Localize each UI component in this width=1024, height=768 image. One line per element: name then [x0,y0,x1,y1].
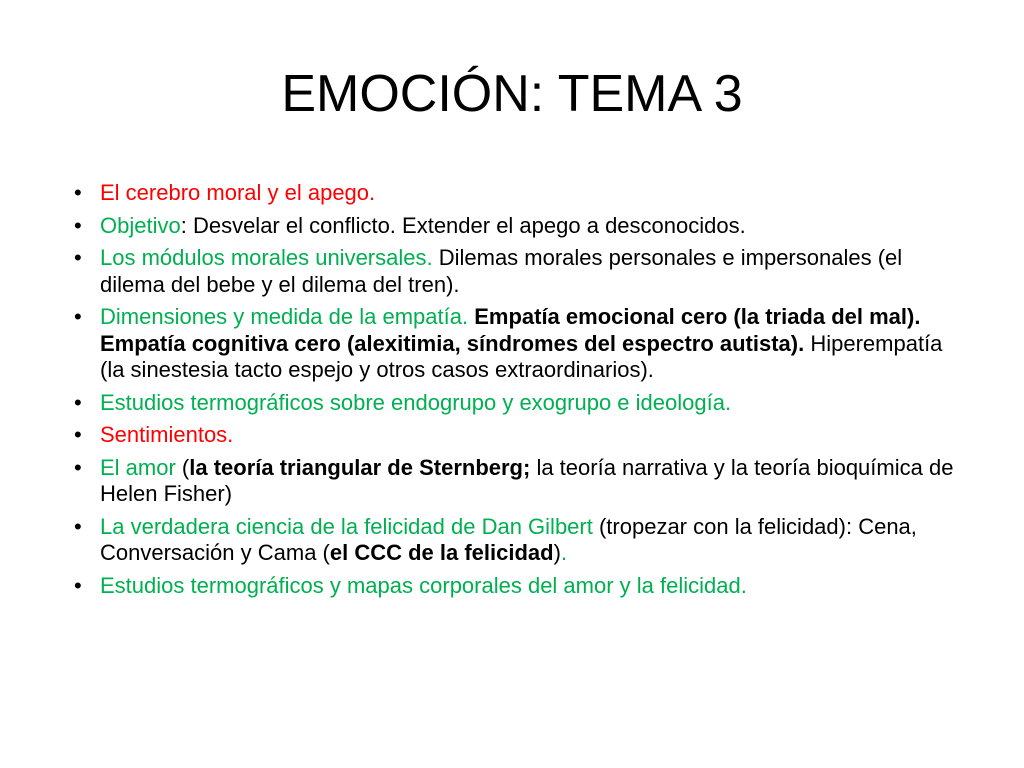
bullet-dot: • [74,212,82,238]
bullet-dot: • [74,304,82,329]
bullet-item [60,573,960,600]
bullet-item [60,304,960,384]
bullet-text-segment: Estudios termográficos y mapas corporales del amor y la felicidad. [100,572,747,598]
bullet-text-segment: Hiperempatía (la sinestesia tacto espejo y otros casos extraordinarios). [100,330,943,382]
bullet-text-segment: El cerebro moral y el apego. [100,180,376,205]
bullet-text-segment: Objetivo [100,212,181,238]
bullet-text-segment: La verdadera ciencia de la felicidad de Dan Gilbert [100,513,593,539]
bullet-item [60,245,960,298]
bullet-text-segment: la teoría narrativa y la teoría bioquímica de Helen Fisher) [100,454,954,506]
bullet-item [60,390,960,417]
bullet-text-segment: ( [175,454,190,480]
bullet-text-segment: el CCC de la felicidad [329,540,554,565]
bullet-text-segment: la teoría triangular de Sternberg; [189,454,531,480]
bullet-dot: • [74,180,82,205]
bullet-text-segment: : Desvelar el conflicto. Extender el apego a desconocidos. [180,212,746,238]
bullet-text-segment: . [560,540,568,565]
bullet-dot: • [74,454,82,480]
bullet-text-segment: ) [553,540,561,565]
bullet-dot: • [74,513,82,539]
bullet-text-segment: Sentimientos. [100,422,234,447]
bullet-dot: • [74,422,82,447]
bullet-text-segment: Los módulos morales universales. [100,245,433,270]
bullet-text-segment: (tropezar con la felicidad): Cena, Conversación y Cama ( [100,513,917,565]
bullet-dot: • [74,389,82,415]
bullet-list [60,180,960,605]
bullet-text-segment: Dilemas morales personales e impersonales (el dilema del bebe y el dilema del tren). [100,245,903,297]
bullet-item [60,455,960,508]
bullet-item [60,213,960,240]
bullet-item [60,422,960,449]
bullet-dot: • [74,245,82,270]
bullet-text-segment: Dimensiones y medida de la empatía. [100,304,469,329]
bullet-text-segment: Empatía emocional cero (la triada del mal). Empatía cognitiva cero (alexitimia, síndromes del espectro autista). [100,304,921,356]
bullet-text-segment: Estudios termográficos sobre endogrupo y exogrupo e ideología. [100,389,732,415]
bullet-dot: • [74,572,82,598]
slide-title: EMOCIÓN: TEMA 3 [281,65,743,123]
bullet-item [60,180,960,207]
bullet-item [60,514,960,567]
bullet-text-segment: El amor [100,454,176,480]
